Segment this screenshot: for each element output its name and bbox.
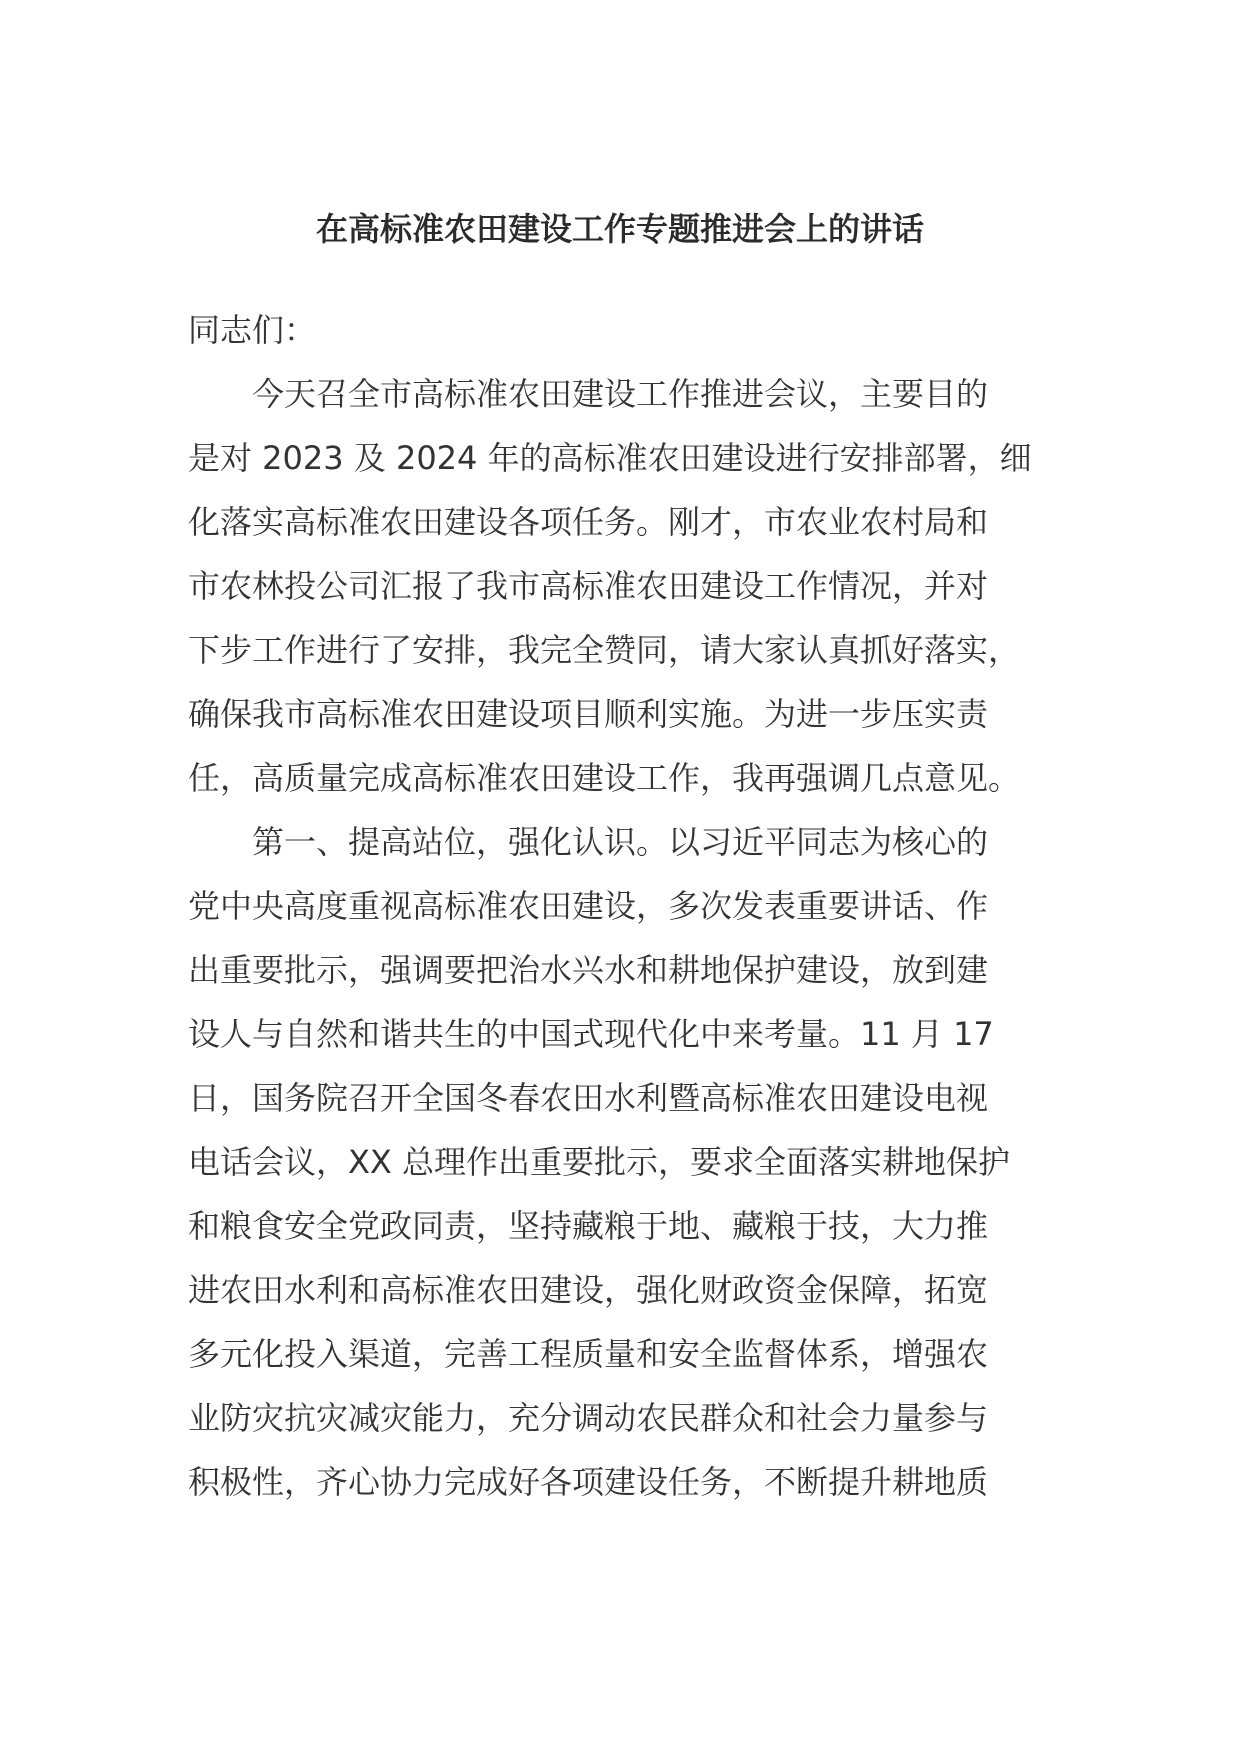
body-line: 多元化投入渠道，完善工程质量和安全监督体系，增强农 xyxy=(188,1335,989,1373)
body-line: 任，高质量完成高标准农田建设工作，我再强调几点意见。 xyxy=(188,759,1021,797)
document-title: 在高标准农田建设工作专题推进会上的讲话 xyxy=(315,210,924,248)
body-line: 设人与自然和谐共生的中国式现代化中来考量。11 月 17 xyxy=(188,1015,994,1053)
body-line: 是对 2023 及 2024 年的高标准农田建设进行安排部署，细 xyxy=(188,439,1032,477)
body-line: 市农林投公司汇报了我市高标准农田建设工作情况，并对 xyxy=(188,567,989,605)
body-line: 今天召全市高标准农田建设工作推进会议，主要目的 xyxy=(252,375,989,413)
body-line: 积极性，齐心协力完成好各项建设任务，不断提升耕地质 xyxy=(188,1463,989,1501)
body-line: 业防灾抗灾减灾能力，充分调动农民群众和社会力量参与 xyxy=(188,1399,989,1437)
body-line: 党中央高度重视高标准农田建设，多次发表重要讲话、作 xyxy=(188,887,989,925)
body-line: 下步工作进行了安排，我完全赞同，请大家认真抓好落实， xyxy=(188,631,1021,669)
body-line: 日，国务院召开全国冬春农田水利暨高标准农田建设电视 xyxy=(188,1079,989,1117)
body-line: 化落实高标准农田建设各项任务。刚才，市农业农村局和 xyxy=(188,503,989,541)
body-line: 和粮食安全党政同责，坚持藏粮于地、藏粮于技，大力推 xyxy=(188,1207,989,1245)
body-line: 电话会议，XX 总理作出重要批示，要求全面落实耕地保护 xyxy=(188,1143,1011,1181)
body-line: 进农田水利和高标准农田建设，强化财政资金保障，拓宽 xyxy=(188,1271,989,1309)
body-line: 确保我市高标准农田建设项目顺利实施。为进一步压实责 xyxy=(188,695,989,733)
body-line: 第一、提高站位，强化认识。以习近平同志为核心的 xyxy=(252,823,989,861)
salutation: 同志们： xyxy=(188,311,317,349)
body-line: 出重要批示，强调要把治水兴水和耕地保护建设，放到建 xyxy=(188,951,989,989)
